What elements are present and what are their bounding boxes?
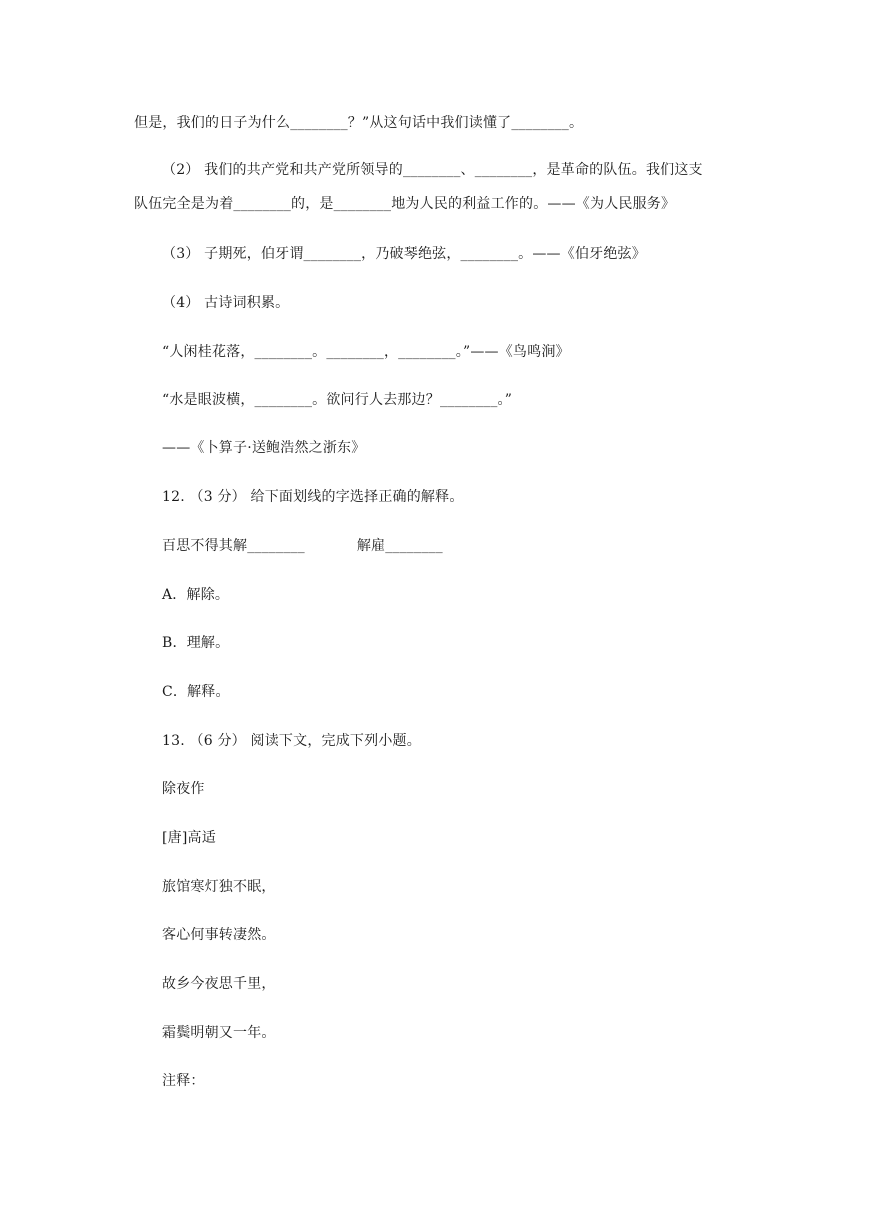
q13-poem-line: 故乡今夜思千里， bbox=[162, 976, 276, 992]
q11-continued-line: 但是，我们的日子为什么________？”从这句话中我们读懂了________。 bbox=[134, 115, 584, 131]
q13-poem-line: 客心何事转凄然。 bbox=[162, 927, 276, 943]
q13-prompt: 13. （6 分） 阅读下文，完成下列小题。 bbox=[162, 733, 421, 749]
q12-option-a: A．解除。 bbox=[162, 587, 230, 603]
q11-part-3: （3） 子期死，伯牙谓________，乃破琴绝弦，________。——《伯牙绝弦》 bbox=[162, 246, 646, 262]
q12-option-c: C．解释。 bbox=[162, 684, 230, 700]
q11-part-2-line-1: （2） 我们的共产党和共产党所领导的________、________，是革命的队伍。我们这支 bbox=[162, 162, 703, 178]
q13-poem-line: 霜鬓明朝又一年。 bbox=[162, 1025, 276, 1041]
q11-poem-2-source: ——《卜算子·送鲍浩然之浙东》 bbox=[162, 440, 366, 456]
q11-poem-1: “人闲桂花落，________。________，________。”——《鸟鸣涧》 bbox=[162, 344, 570, 360]
q12-option-b: B．理解。 bbox=[162, 635, 230, 651]
q13-poem-title: 除夜作 bbox=[162, 781, 205, 797]
q11-part-2-line-2: 队伍完全是为着________的，是________地为人民的利益工作的。——《为人民服务》 bbox=[134, 196, 676, 212]
q13-poem-author: [唐]高适 bbox=[162, 830, 216, 846]
q11-part-4: （4） 古诗词积累。 bbox=[162, 295, 290, 311]
q13-poem-line: 旅馆寒灯独不眠， bbox=[162, 879, 276, 895]
q12-item-1: 百思不得其解________ bbox=[162, 538, 305, 554]
q12-prompt: 12. （3 分） 给下面划线的字选择正确的解释。 bbox=[162, 489, 464, 505]
q11-poem-2: “水是眼波横，________。欲问行人去那边？________。” bbox=[162, 392, 513, 408]
q13-notes-label: 注释： bbox=[162, 1073, 205, 1089]
q12-item-2: 解雇________ bbox=[356, 538, 443, 554]
q12-items bbox=[162, 536, 443, 556]
